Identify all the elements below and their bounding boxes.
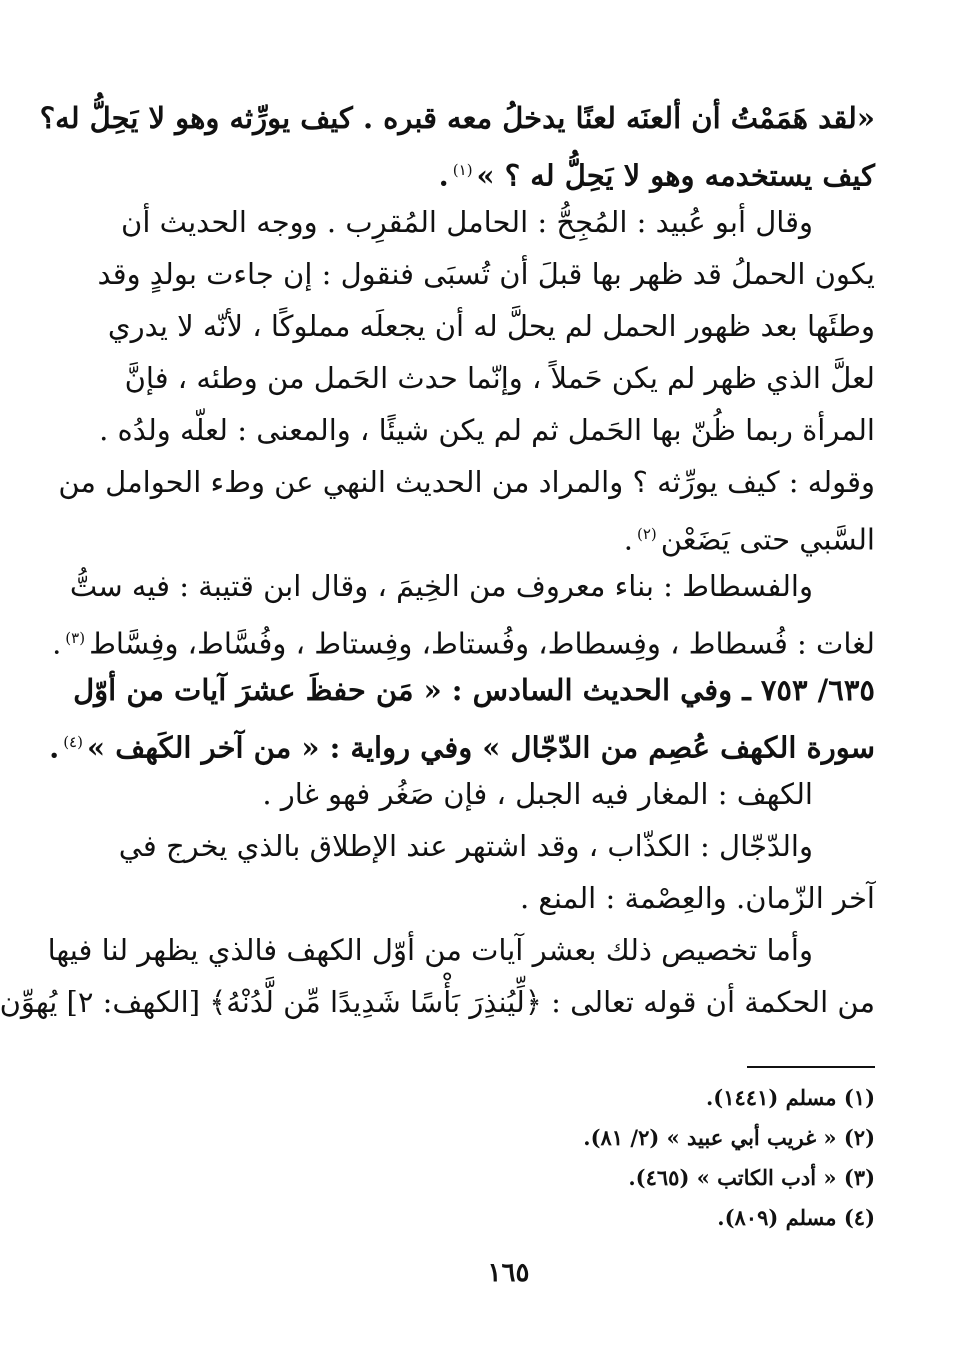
line-text: وطئَها بعد ظهور الحمل لم يحلَّ له أن يجعلَه مملوكًا ، لأنّه لا يدري xyxy=(107,309,875,343)
line-text: من الحكمة أن قوله تعالى : ﴿لِّيُنذِرَ بَأْسًا شَدِيدًا مِّن لَّدُنْهُ﴾ [الكهف: ٢] يُهوِّن xyxy=(0,985,875,1019)
footnote-marker: (٢) xyxy=(636,525,657,543)
line-punctuation: . xyxy=(52,626,62,661)
line-punctuation: . xyxy=(49,730,60,765)
footnote-marker: (٣) xyxy=(65,629,86,647)
text-line xyxy=(140,144,875,196)
footnotes xyxy=(140,1078,875,1238)
text-line xyxy=(118,820,875,872)
footnote-marker: (١) xyxy=(452,161,473,179)
text-line xyxy=(124,352,875,404)
text-line xyxy=(121,196,875,248)
text-line xyxy=(99,404,875,456)
line-text: الكهف : المغار فيه الجبل ، فإن صَغُر فهو غار . xyxy=(262,777,813,811)
footnote-marker: (٤) xyxy=(63,733,83,751)
line-punctuation: . xyxy=(438,158,449,193)
footnote-3: (٣) « أدب الكاتب » (٤٦٥). xyxy=(628,1165,875,1190)
line-text: كيف يستخدمه وهو لا يَحِلُّ له ؟ » xyxy=(476,158,875,193)
line-text: وأما تخصيص ذلك بعشر آيات من أوّل الكهف فالذي يظهر لنا فيها xyxy=(47,933,813,967)
text-line xyxy=(39,92,875,144)
footnote-1: (١) مسلم (١٤٤١). xyxy=(706,1085,875,1110)
text-line xyxy=(140,872,875,924)
footnote-4: (٤) مسلم (٨٠٩). xyxy=(717,1205,875,1230)
text-line xyxy=(47,924,875,976)
footnote-2: (٢) « غريب أبي عبيد » (٢/ ٨١). xyxy=(583,1125,875,1150)
text-line xyxy=(58,456,875,508)
footnote-divider xyxy=(747,1066,875,1068)
text-line xyxy=(140,508,875,560)
text-line xyxy=(107,300,875,352)
line-text: آخر الزّمان. والعِصْمة : المنع . xyxy=(519,881,875,915)
line-text: يكون الحملُ قد ظهر بها قبلَ أن تُسبَى فنقول : إن جاءت بولدٍ وقد xyxy=(97,257,875,291)
text-line xyxy=(49,716,875,768)
line-punctuation: . xyxy=(623,522,633,557)
line-text: سورة الكهف عُصِم من الدّجّال » وفي رواية : « من آخر الكَهف » xyxy=(86,730,875,765)
line-text: وقوله : كيف يورِّثه ؟ والمراد من الحديث النهي عن وطء الحوامل من xyxy=(58,465,875,499)
text-line xyxy=(69,560,875,612)
line-text: وقال أبو عُبيد : المُجِحُّ : الحامل المُقرِب . ووجه الحديث أن xyxy=(121,205,813,239)
line-text: لعلَّ الذي ظهر لم يكن حَملاً ، وإنّما حدث الحَمل من وطئه ، فإنَّ xyxy=(124,361,875,395)
line-text: لغات : فُسطاط ، وفِسطاط، وفُستاط، وفِستاط ، وفُسَّاط، وفِسَّاط xyxy=(89,626,875,661)
page-number: ١٦٥ xyxy=(487,1258,530,1288)
main-text xyxy=(0,92,875,1028)
line-text: السَّبي حتى يَضَعْن xyxy=(660,522,875,557)
text-line xyxy=(52,612,875,664)
text-line xyxy=(73,664,875,716)
line-text: والفسطاط : بناء معروف من الخِيمَ ، وقال ابن قتيبة : فيه ستُّ xyxy=(69,569,813,603)
text-line xyxy=(97,248,875,300)
text-line xyxy=(140,768,875,820)
line-text: ٦٣٥/ ٧٥٣ ـ وفي الحديث السادس : « مَن حفظَ عشرَ آيات من أوّل xyxy=(73,673,875,707)
line-text: والدّجّال : الكذّاب ، وقد اشتهر عند الإطلاق بالذي يخرج في xyxy=(118,829,813,863)
line-text: «لقد هَمَمْتُ أن ألعنَه لعنًا يدخلُ معه قبره . كيف يورِّثه وهو لا يَحِلُّ له؟ xyxy=(39,101,875,135)
text-line xyxy=(0,976,875,1028)
line-text: المرأة ربما ظُنّ بها الحَمل ثم لم يكن شيئًا ، والمعنى : لعلّه ولدُه . xyxy=(99,413,875,447)
